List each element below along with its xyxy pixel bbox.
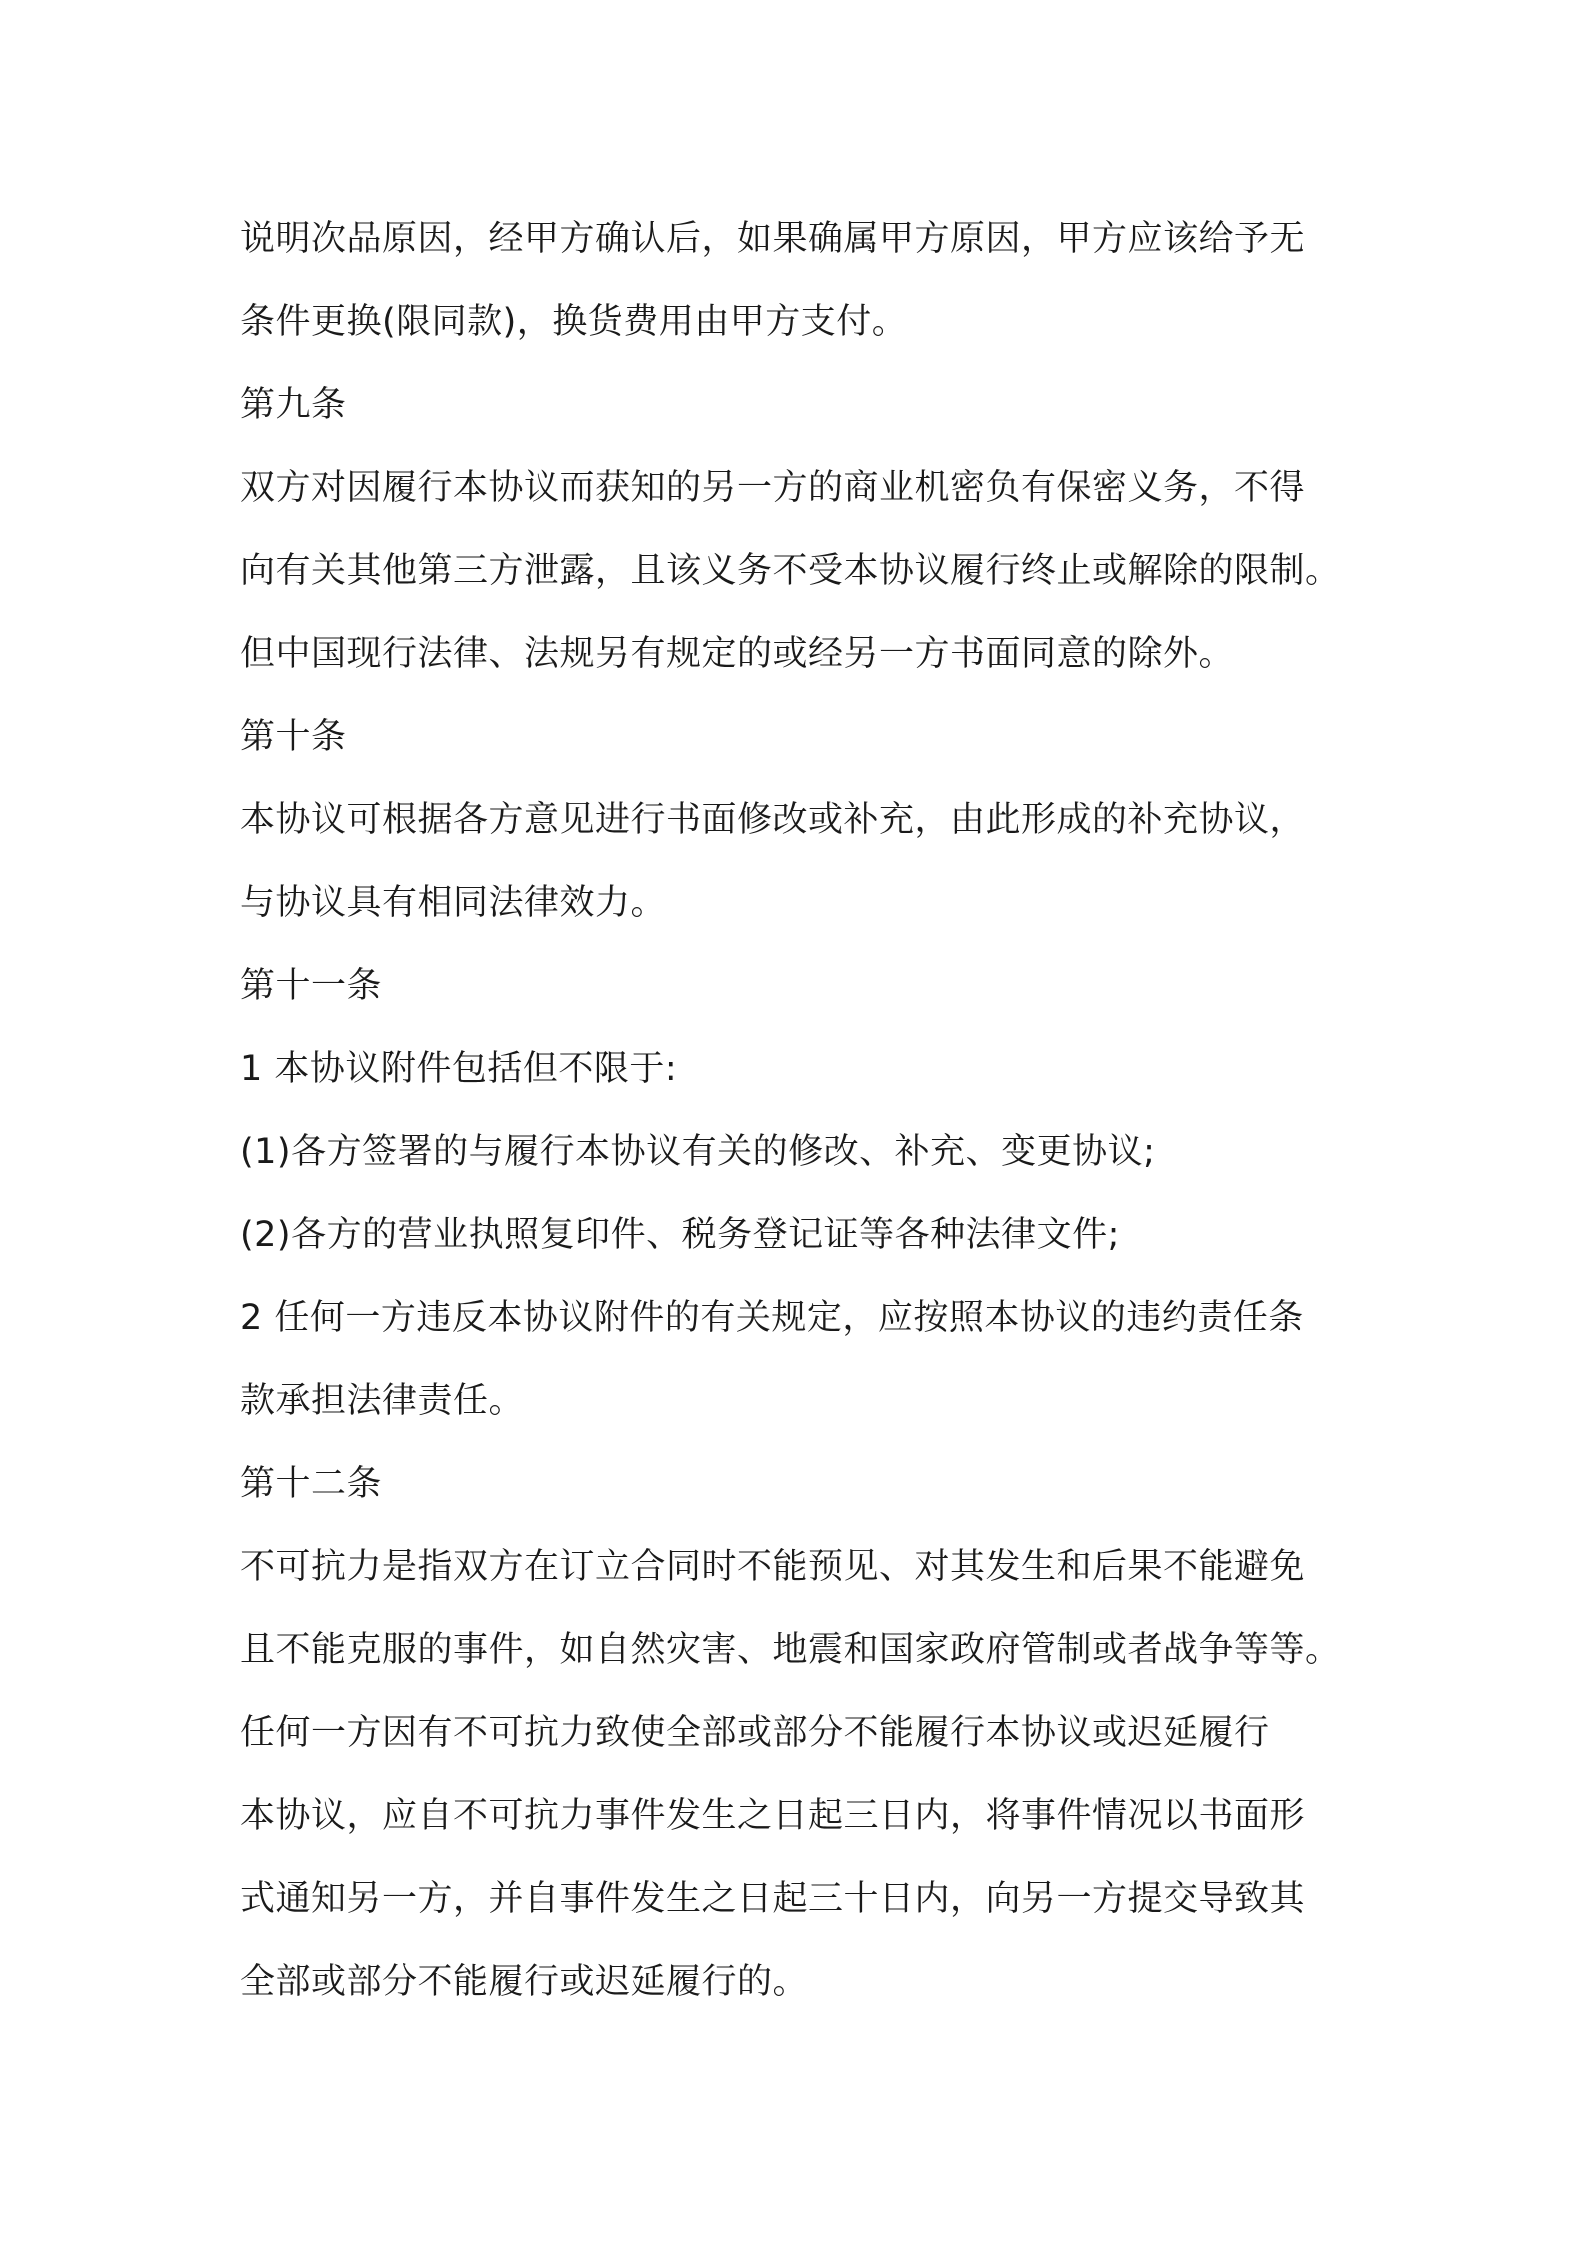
text-line: 本协议可根据各方意见进行书面修改或补充，由此形成的补充协议， (240, 800, 1306, 840)
text-line: 本协议，应自不可抗力事件发生之日起三日内，将事件情况以书面形 (240, 1796, 1306, 1836)
text-line: 说明次品原因，经甲方确认后，如果确属甲方原因，甲方应该给予无 (240, 219, 1306, 259)
text-line: 1 本协议附件包括但不限于: (240, 1049, 678, 1089)
article-heading: 第九条 (240, 385, 347, 425)
text-line: 任何一方因有不可抗力致使全部或部分不能履行本协议或迟延履行 (240, 1713, 1270, 1753)
text-line: 不可抗力是指双方在订立合同时不能预见、对其发生和后果不能避免 (240, 1547, 1306, 1587)
text-line: (2)各方的营业执照复印件、税务登记证等各种法律文件; (240, 1215, 1120, 1255)
document-body (240, 198, 1360, 2024)
text-line: 但中国现行法律、法规另有规定的或经另一方书面同意的除外。 (240, 634, 1235, 674)
text-line: 2 任何一方违反本协议附件的有关规定，应按照本协议的违约责任条 (240, 1298, 1304, 1338)
text-line: 与协议具有相同法律效力。 (240, 883, 667, 923)
article-heading: 第十条 (240, 717, 347, 757)
text-line: (1)各方签署的与履行本协议有关的修改、补充、变更协议; (240, 1132, 1156, 1172)
text-line: 且不能克服的事件，如自然灾害、地震和国家政府管制或者战争等等。 (240, 1630, 1341, 1670)
text-line: 双方对因履行本协议而获知的另一方的商业机密负有保密义务，不得 (240, 468, 1306, 508)
article-heading: 第十二条 (240, 1464, 383, 1504)
text-line: 条件更换(限同款)，换货费用由甲方支付。 (240, 302, 908, 342)
article-heading: 第十一条 (240, 966, 383, 1006)
text-line: 向有关其他第三方泄露，且该义务不受本协议履行终止或解除的限制。 (240, 551, 1341, 591)
text-line: 款承担法律责任。 (240, 1381, 525, 1421)
text-line: 式通知另一方，并自事件发生之日起三十日内，向另一方提交导致其 (240, 1879, 1306, 1919)
text-line: 全部或部分不能履行或迟延履行的。 (240, 1962, 809, 2002)
